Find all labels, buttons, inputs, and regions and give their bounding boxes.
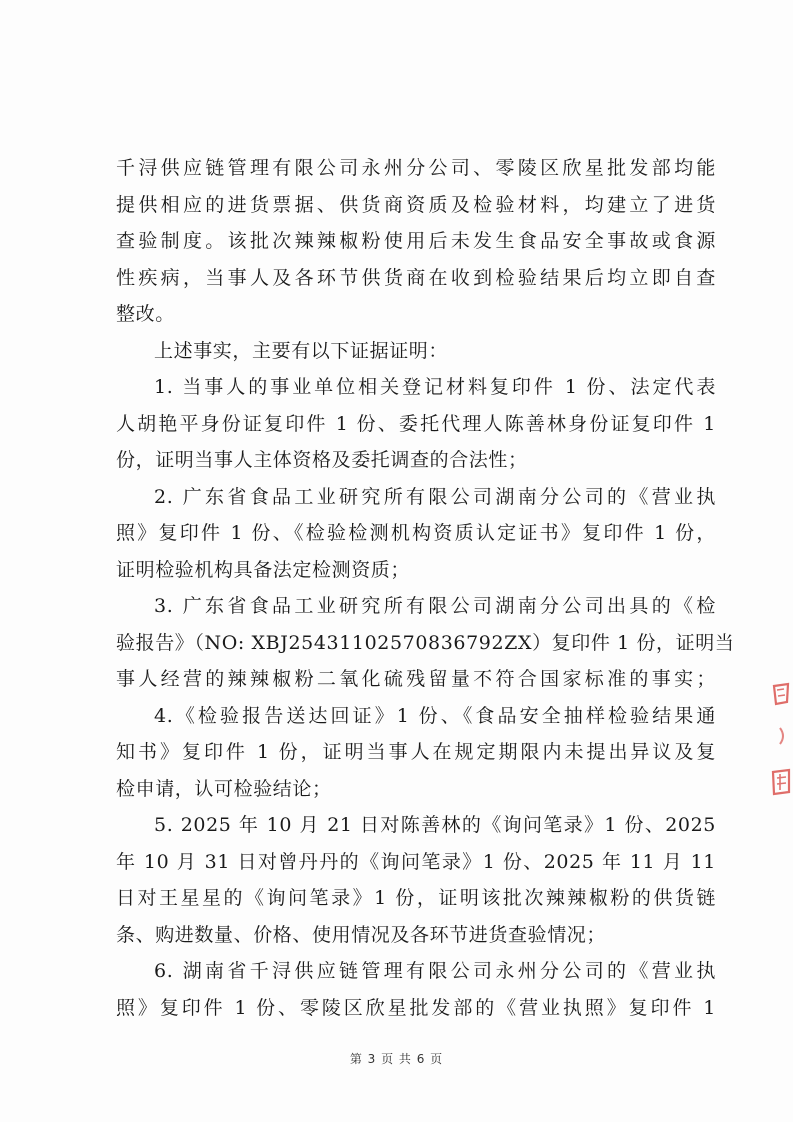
text-line: 份，证明当事人主体资格及委托调查的合法性； [116, 449, 528, 471]
document-body [116, 150, 735, 1026]
text-line: 验报告》（NO: XBJ25431102570836792ZX）复印件 1 份，证明当 [116, 631, 735, 654]
text-line: 千浔供应链管理有限公司永州分公司、零陵区欣星批发部均能 [116, 157, 716, 179]
text-line: 性疾病，当事人及各环节供货商在收到检验结果后均立即自查 [116, 266, 716, 289]
text-line: 查验制度。该批次辣辣椒粉使用后未发生食品安全事故或食源 [116, 230, 716, 252]
page-number: 第 3 页 共 6 页 [349, 1052, 444, 1066]
text-line: 年 10 月 31 日对曾丹丹的《询问笔录》1 份、2025 年 11 月 11 [116, 850, 716, 873]
text-line: 2. 广东省食品工业研究所有限公司湖南分公司的《营业执 [154, 485, 716, 508]
text-line: 检申请，认可检验结论； [116, 777, 332, 800]
text-line: 人胡艳平身份证复印件 1 份、委托代理人陈善林身份证复印件 1 [116, 412, 716, 435]
text-line: 整改。 [116, 303, 175, 325]
text-line: 1. 当事人的事业单位相关登记材料复印件 1 份、法定代表 [154, 376, 716, 398]
text-line: 提供相应的进货票据、供货商资质及检验材料，均建立了进货 [116, 193, 716, 216]
text-line: 条、购进数量、价格、使用情况及各环节进货查验情况； [116, 923, 607, 946]
text-line: 4.《检验报告送达回证》1 份、《食品安全抽样检验结果通 [154, 704, 716, 727]
text-line: 照》复印件 1 份、《检验检测机构资质认定证书》复印件 1 份， [116, 522, 716, 544]
seal-stamp-edge [768, 680, 793, 800]
text-line: 上述事实，主要有以下证据证明： [154, 339, 449, 362]
text-line: 知书》复印件 1 份，证明当事人在规定期限内未提出异议及复 [116, 741, 716, 763]
text-line: 事人经营的辣辣椒粉二氧化硫残留量不符合国家标准的事实； [116, 668, 716, 690]
text-line: 3. 广东省食品工业研究所有限公司湖南分公司出具的《检 [154, 595, 716, 617]
text-line: 6. 湖南省千浔供应链管理有限公司永州分公司的《营业执 [154, 960, 716, 982]
text-line: 照》复印件 1 份、零陵区欣星批发部的《营业执照》复印件 1 [116, 996, 716, 1019]
text-line: 日对王星星的《询问笔录》1 份，证明该批次辣辣椒粉的供货链 [116, 887, 716, 909]
text-line: 5. 2025 年 10 月 21 日对陈善林的《询问笔录》1 份、2025 [154, 814, 716, 836]
text-line: 证明检验机构具备法定检测资质； [116, 558, 411, 581]
